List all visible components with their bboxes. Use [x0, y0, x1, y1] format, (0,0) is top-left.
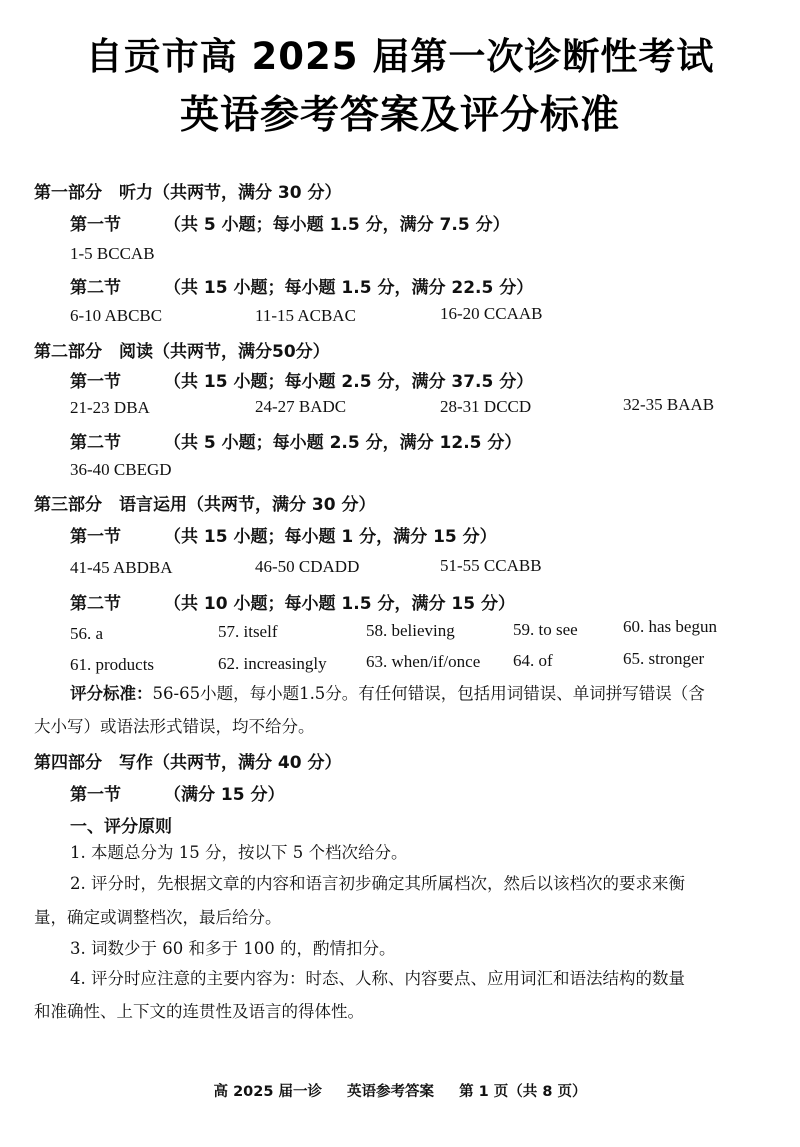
answer-group: 16-20 CCAAB [440, 304, 543, 323]
section-desc: （共 15 小题；每小题 1 分，满分 15 分） [164, 527, 497, 547]
page-subtitle: 英语参考答案及评分标准 [179, 93, 620, 138]
page-footer [0, 1080, 800, 1101]
part2-sec1-heading [70, 367, 533, 392]
section-label: 第二节 [70, 278, 121, 298]
scoring-criteria-line2: 大小写）或语法形式错误，均不给分。 [34, 717, 315, 736]
section-desc: （共 15 小题；每小题 2.5 分，满分 37.5 分） [164, 372, 534, 392]
section-label: 第一节 [70, 527, 121, 547]
answer-group: 41-45 ABDBA [70, 558, 173, 577]
answer-group: 51-55 CCABB [440, 556, 542, 575]
part3-heading: 第三部分 语言运用（共两节，满分 30 分） [34, 495, 376, 515]
section-label: 第二节 [70, 594, 121, 614]
answer-item: 64. of [513, 651, 553, 670]
answer-group: 21-23 DBA [70, 398, 150, 417]
footer-doc: 英语参考答案 [347, 1084, 435, 1100]
part2-heading: 第二部分 阅读（共两节，满分50分） [34, 342, 330, 362]
principle-heading: 一、评分原则 [70, 817, 172, 837]
part1-sec2-heading [70, 273, 533, 298]
principle-item-1: 1. 本题总分为 15 分，按以下 5 个档次给分。 [70, 843, 408, 862]
answer-item: 59. to see [513, 620, 578, 639]
answer-group: 28-31 DCCD [440, 397, 532, 416]
footer-page: 第 1 页（共 8 页） [459, 1084, 587, 1100]
section-desc: （共 15 小题；每小题 1.5 分，满分 22.5 分） [164, 278, 534, 298]
part1-sec1-heading [70, 210, 510, 235]
part4-sec1-heading [70, 780, 285, 805]
section-label: 第二节 [70, 433, 121, 453]
answer-item: 60. has begun [623, 617, 717, 636]
answer-group: 32-35 BAAB [623, 395, 715, 414]
scoring-criteria-line1 [70, 677, 770, 710]
principle-item-2-cont: 量，确定或调整档次，最后给分。 [34, 908, 282, 927]
section-desc: （共 5 小题；每小题 2.5 分，满分 12.5 分） [164, 433, 522, 453]
answer-group: 1-5 BCCAB [70, 244, 155, 263]
page-title: 自贡市高 2025 届第一次诊断性考试 [85, 35, 715, 78]
answer-item: 63. when/if/once [366, 652, 481, 671]
answer-group: 36-40 CBEGD [70, 460, 172, 479]
principle-item-2: 2. 评分时，先根据文章的内容和语言初步确定其所属档次，然后以该档次的要求来衡 [70, 874, 685, 893]
answer-item: 58. believing [366, 621, 455, 640]
part3-sec2-heading [70, 589, 515, 614]
section-label: 第一节 [70, 372, 121, 392]
section-label: 第一节 [70, 785, 121, 805]
answer-item: 65. stronger [623, 649, 705, 668]
principle-item-3: 3. 词数少于 60 和多于 100 的，酌情扣分。 [70, 939, 396, 958]
principle-item-4: 4. 评分时应注意的主要内容为：时态、人称、内容要点、应用词汇和语法结构的数量 [70, 969, 685, 988]
part1-heading: 第一部分 听力（共两节，满分 30 分） [34, 183, 342, 203]
footer-exam: 高 2025 届一诊 [213, 1084, 322, 1100]
part3-sec1-heading [70, 522, 497, 547]
answer-group: 11-15 ACBAC [255, 306, 356, 325]
section-desc: （共 5 小题；每小题 1.5 分，满分 7.5 分） [164, 215, 510, 235]
answer-item: 57. itself [218, 622, 278, 641]
criteria-text: 56-65小题，每小题1.5分。有任何错误，包括用词错误、单词拼写错误（含 [152, 684, 705, 703]
answer-item: 62. increasingly [218, 654, 327, 673]
answer-item: 56. a [70, 624, 104, 643]
answer-group: 6-10 ABCBC [70, 306, 163, 325]
section-label: 第一节 [70, 215, 121, 235]
section-desc: （共 10 小题；每小题 1.5 分，满分 15 分） [164, 594, 515, 614]
answer-group: 46-50 CDADD [255, 557, 360, 576]
answer-item: 61. products [70, 655, 155, 674]
principle-item-4-cont: 和准确性、上下文的连贯性及语言的得体性。 [34, 1002, 364, 1021]
criteria-label: 评分标准： [70, 684, 153, 703]
part2-sec2-heading [70, 428, 521, 453]
answer-group: 24-27 BADC [255, 397, 347, 416]
section-desc: （满分 15 分） [164, 785, 285, 805]
part4-heading: 第四部分 写作（共两节，满分 40 分） [34, 753, 342, 773]
